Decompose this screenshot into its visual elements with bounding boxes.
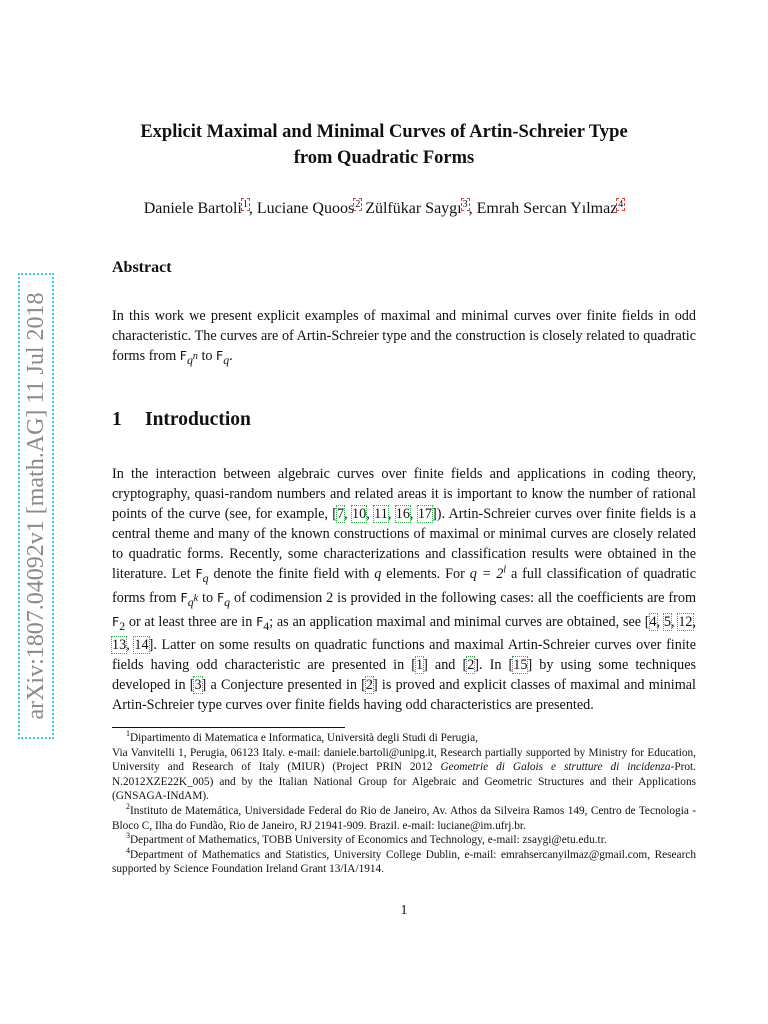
- citation-link[interactable]: 2: [467, 657, 475, 674]
- citation-link[interactable]: 12: [678, 613, 693, 630]
- abstract-text: to: [197, 348, 217, 364]
- section-title: Introduction: [145, 409, 251, 430]
- footnote-mark: 1: [126, 729, 130, 739]
- author-list: [80, 198, 688, 220]
- citation-link[interactable]: 4: [649, 613, 657, 630]
- math-field: F: [216, 348, 224, 363]
- math-sub: 4: [263, 618, 270, 633]
- footnote-mark: 3: [126, 831, 130, 841]
- math-sup: l: [503, 564, 507, 576]
- page-number: 1: [400, 903, 408, 918]
- footnote-text: Department of Mathematics and Statistics, University College Dublin, e-mail: emrahsercanyilmaz@gmail.com, Research supported by Science Foundation Ireland Grant 13/IA/1914.: [112, 848, 696, 876]
- intro-text: ] is proved and explicit classes of maximal and minimal Artin-Schreier type curves over finite fields having odd characteristics are presented.: [112, 677, 696, 714]
- citation-link[interactable]: 3: [194, 677, 202, 694]
- footnote-item: [112, 804, 696, 833]
- math-sub: q: [187, 594, 194, 609]
- citation-link[interactable]: 5: [663, 613, 672, 630]
- math-field: F: [179, 348, 187, 363]
- citation-link[interactable]: 7: [337, 506, 345, 522]
- intro-text: a full classification of quadratic forms from: [112, 566, 697, 606]
- title-line-1: Explicit Maximal and Minimal Curves of Artin-Schreier Type: [140, 122, 628, 142]
- math-sub: q: [224, 594, 231, 609]
- section-heading: [112, 407, 251, 433]
- footnote-italic: Geometrie di Galois e strutture di incidenza: [440, 761, 671, 774]
- section-number: 1: [112, 409, 122, 430]
- math-sup: k: [193, 592, 199, 604]
- math-sub: q: [223, 352, 230, 367]
- paper-title: [100, 119, 668, 171]
- intro-text: ] a Conjecture presented in [: [201, 677, 366, 694]
- intro-text: or at least three are in: [125, 613, 257, 630]
- math-var: q: [374, 566, 382, 582]
- footnote-item: [112, 833, 696, 848]
- intro-text: ]. In [: [474, 657, 514, 674]
- math-sub: q: [186, 352, 193, 367]
- intro-text: In the interaction between algebraic curves over finite fields and applications in coding theory, cryptography, quasi-random numbers and related areas it is important to know the number of rational points of the curve (see, for example, [: [112, 466, 696, 522]
- footnote-link[interactable]: 2: [355, 198, 361, 210]
- intro-text: ]). Artin-Schreier curves over finite fields is a central theme and many of the known constructions of maximal or minimal curves are closely related to quadratic forms. Recently, some characterizations and classification results were obtained in the literature. Let: [112, 506, 697, 582]
- math-sub: q: [202, 570, 209, 585]
- arxiv-identifier-link[interactable]: arXiv:1807.04092v1 [math.AG] 11 Jul 2018: [21, 276, 51, 736]
- footnote-text: Department of Mathematics, TOBB University of Economics and Technology, e-mail: zsaygi@etu.edu.tr.: [130, 834, 607, 847]
- citation-link[interactable]: 15: [513, 657, 528, 674]
- footnote-text: Dipartimento di Matematica e Informatica, Università degli Studi di Perugia,: [130, 732, 478, 744]
- citation-link[interactable]: 1: [416, 657, 424, 674]
- math-field: F: [256, 613, 264, 629]
- math-sup: n: [192, 350, 198, 362]
- author-name: Zülfükar Saygı: [361, 200, 462, 217]
- math-field: F: [180, 589, 188, 605]
- intro-text: ] by using some techniques developed in [: [112, 657, 697, 694]
- math-field: F: [216, 589, 225, 605]
- citation-link[interactable]: 11: [374, 506, 388, 522]
- footnote-link[interactable]: 1: [242, 198, 248, 210]
- intro-text: ]. Latter on some results on quadratic functions and maximal Artin-Schreier curves over finite fields having odd characteristic are presented in [: [112, 637, 697, 674]
- abstract-body: [112, 306, 696, 370]
- author-name: , Luciane Quoos: [248, 200, 355, 217]
- footnotes: [112, 731, 696, 877]
- citation-link[interactable]: 10: [352, 506, 367, 522]
- author-name: Daniele Bartoli: [143, 200, 242, 217]
- abstract-text: In this work we present explicit examples of maximal and minimal curves over finite fields in odd characteristic. The curves are of Artin-Schreier type and the construction is closely related to quadratic forms from: [112, 308, 696, 364]
- footnote-item: [112, 845, 696, 877]
- math-field: F: [112, 613, 120, 629]
- citation-link[interactable]: 14: [134, 637, 149, 654]
- intro-text: elements. For: [381, 566, 470, 582]
- title-line-2: from Quadratic Forms: [293, 148, 475, 168]
- citation-link[interactable]: 2: [365, 677, 373, 694]
- footnote-link[interactable]: 4: [618, 198, 624, 210]
- citation-link[interactable]: 13: [112, 637, 127, 654]
- intro-text: of codimension 2 is provided in the following cases: all the coefficients are from: [230, 589, 696, 606]
- footnote-divider: [112, 727, 345, 728]
- math-sub: 2: [119, 618, 126, 633]
- footnote-item: [112, 731, 696, 804]
- footnote-mark: 2: [126, 802, 130, 812]
- introduction-body: In the interaction between algebraic curves over finite fields and applications in coding theory, cryptography, quasi-random numbers and related areas it is important to know the number of rational points of the curve (see, for example, [7, 10, 11, 16, 17]). Artin-Schreier curves over finite fields is a central theme and many of the known constructions of maximal or minimal curves are closely related to quadratic forms. Recently, some characterizations and classification results were obtained in the literature. Let $F_q$ denote the finite field with q elements. For $q = 2^l$ a full classification of quadratic forms from $F_{q^k}$ to $F_q$ of codimension 2 is provided in the following cases: all the coefficients are from $F_2$ or at least three are in $F_4$; as an application maximal and minimal curves are obtained, see [4, 5, 12, 13, 14]. Latter on some results on quadratic functions and maximal Artin-Schreier curves over finite fields having odd characteristic are presented in [1] and [2]. In [15] by using some techniques developed in [3] a Conjecture presented in [2] is proved and explicit classes of maximal and minimal Artin-Schreier type curves over finite fields having odd characteristics are presented.: [112, 466, 697, 714]
- footnote-text: Instituto de Matemática, Universidade Federal do Rio de Janeiro, Av. Athos da Silveira Ramos 149, Centro de Tecnologia - Bloco C, Ilha do Fundão, Rio de Janeiro, RJ 21941-909. Brazil. e-mail: luciane@im.ufrj.br.: [112, 804, 696, 832]
- abstract-text: .: [229, 348, 233, 364]
- abstract-heading: Abstract: [112, 259, 172, 276]
- citation-link[interactable]: 16: [395, 506, 410, 522]
- intro-text: denote the finite field with: [208, 566, 375, 582]
- math-field: F: [195, 566, 203, 581]
- footnote-text: Via Vanvitelli 1, Perugia, 06123 Italy. e-mail: daniele.bartoli@unipg.it, Research partially supported by Ministry for Education, University and Research of Italy (MIUR) (Project PRIN 2012: [112, 746, 696, 774]
- author-name: , Emrah Sercan Yılmaz: [468, 200, 618, 217]
- footnote-text: -Prot. N.2012XZE22K_005) and by the Italian National Group for Algebraic and Geometric Structures and their Applications (GNSAGA-INdAM).: [112, 761, 696, 803]
- math-expr: q = 2: [469, 566, 504, 582]
- intro-text: to: [198, 589, 217, 606]
- citation-link[interactable]: 17: [417, 506, 432, 522]
- footnote-mark: 4: [126, 845, 130, 855]
- intro-text: ] and [: [423, 657, 468, 674]
- footnote-link[interactable]: 3: [462, 198, 468, 210]
- intro-text: ; as an application maximal and minimal curves are obtained, see [: [269, 613, 650, 630]
